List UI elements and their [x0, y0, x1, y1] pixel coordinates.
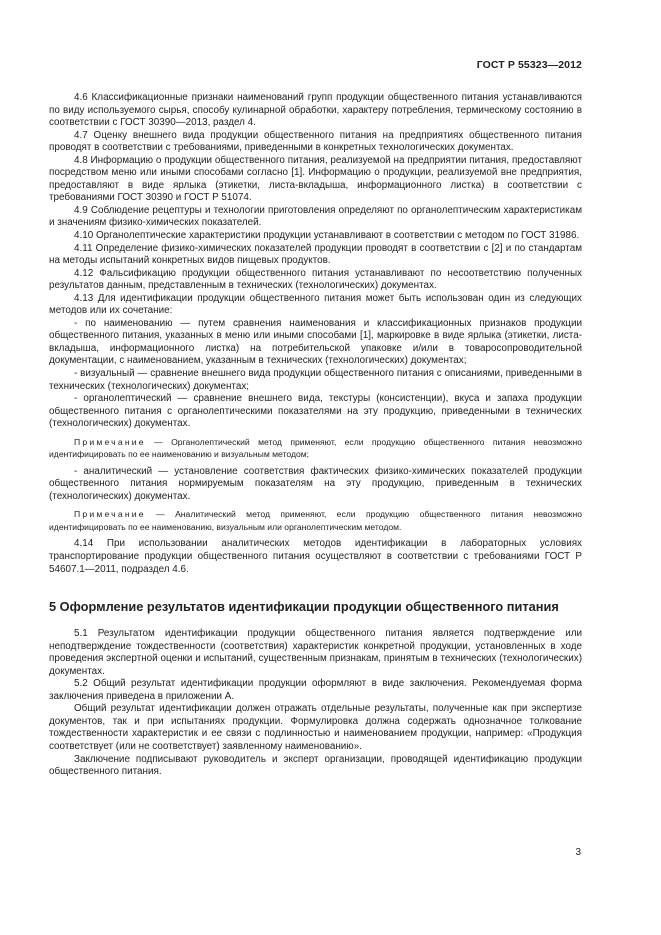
paragraph-conclusion-signing: Заключение подписывают руководитель и эксперт организации, проводящей идентификацию продукции общественного питания.	[49, 753, 582, 778]
paragraph-4-9: 4.9 Соблюдение рецептуры и технологии приготовления определяют по органолептическим характеристикам и значениям физико-химических показателей.	[49, 204, 582, 229]
list-item-organoleptic: - органолептический — сравнение внешнего вида, текстуры (консистенции), вкуса и запаха продукции общественного питания с органолептическими показателями на эту продукцию, приведенными в технических (технологических) документах.	[49, 393, 582, 430]
paragraph-4-12: 4.12 Фальсификацию продукции общественного питания устанавливают по несоответствию полученных результатов данным, представленным в технических (технологических) документах.	[49, 267, 582, 292]
paragraph-5-1: 5.1 Результатом идентификации продукции общественного питания является подтверждение или неподтверждение тождественности (соответствия) характеристик конкретной продукции, установленных в ходе проведения экспертной оценки и испытаний, существенным признакам, принятым в технических (технологических) документах.	[49, 628, 582, 677]
standard-designation: ГОСТ Р 55323—2012	[476, 59, 582, 71]
paragraph-4-13: 4.13 Для идентификации продукции общественного питания может быть использован один из следующих методов или их сочетание:	[49, 292, 582, 317]
paragraph-4-10: 4.10 Органолептические характеристики продукции устанавливают в соответствии с методом по ГОСТ 31986.	[74, 230, 580, 242]
note-text: — Аналитический метод применяют, если продукцию общественного питания невозможно идентифицировать по ее наименованию, визуальным или органолептическим методом.	[49, 509, 582, 532]
note-label: Примечание	[74, 436, 146, 447]
document-body	[49, 92, 582, 779]
paragraph-4-6: 4.6 Классификационные признаки наименований групп продукции общественного питания устанавливаются по виду используемого сырья, способу кулинарной обработки, характеру потребления, термическому состоянию в соответствии с ГОСТ 30390—2013, раздел 4.	[49, 92, 582, 129]
paragraph-4-7: 4.7 Оценку внешнего вида продукции общественного питания на предприятиях общественного питания проводят в соответствии с требованиями, приведенными в конкретных технологических документах.	[49, 129, 582, 154]
paragraph-general-result: Общий результат идентификации должен отражать отдельные результаты, полученные как при экспертизе документов, так и при испытаниях продукции. Формулировка должна содержать однозначное толкование тождественности характеристик и ее связи с подлинностью и наименованием продукции, например: «Продукция соответствует (или не соответствует) заявленному наименованию».	[49, 703, 582, 752]
note-label: Примечание	[74, 509, 146, 520]
page-number: 3	[575, 847, 581, 858]
note-analytic	[49, 508, 582, 533]
list-item-analytic: - аналитический — установление соответствия фактических физико-химических показателей продукции общественного питания нормируемым показателям на эту продукцию, приведенным в технических (технологических) документах.	[49, 465, 582, 502]
note-organoleptic	[49, 436, 582, 461]
list-item-by-name: - по наименованию — путем сравнения наименования и классификационных признаков продукции общественного питания, указанных в меню или иными способами [1], маркировке в виде ярлыка (этикетки, листа-вкладыша, информационного листка) на потребительской упаковке и/или в товаросопроводительной документации, с наименованием, указанным в технических (технологических) документах;	[49, 317, 582, 367]
list-item-visual: - визуальный — сравнение внешнего вида продукции общественного питания с описаниями, приведенными в технических (технологических) документах;	[49, 368, 582, 392]
section-5-heading: 5 Оформление результатов идентификации продукции общественного питания	[49, 599, 559, 615]
paragraph-4-11: 4.11 Определение физико-химических показателей продукции проводят в соответствии с [2] и по стандартам на методы испытаний конкретных видов пищевых продуктов.	[49, 242, 582, 267]
paragraph-4-8: 4.8 Информацию о продукции общественного питания, реализуемой на предприятии питания, предоставляют посредством меню или иными способами согласно [1]. Информацию о продукции, реализуемой вне предприятия, предоставляют в виде ярлыка (этикетки, листа-вкладыша, информационного листка) в соответствии с требованиями ГОСТ 30390 и ГОСТ Р 51074.	[49, 154, 582, 204]
paragraph-5-2: 5.2 Общий результат идентификации продукции оформляют в виде заключения. Рекомендуемая форма заключения приведена в приложении А.	[49, 678, 582, 702]
paragraph-4-14: 4.14 При использовании аналитических методов идентификации в лабораторных условиях транспортирование продукции общественного питания осуществляют в соответствии с требованиями ГОСТ Р 54607.1—2011, подраздел 4.6.	[49, 538, 582, 575]
note-text: — Органолептический метод применяют, если продукцию общественного питания невозможно идентифицировать по ее наименованию и визуальным методом;	[49, 436, 582, 460]
